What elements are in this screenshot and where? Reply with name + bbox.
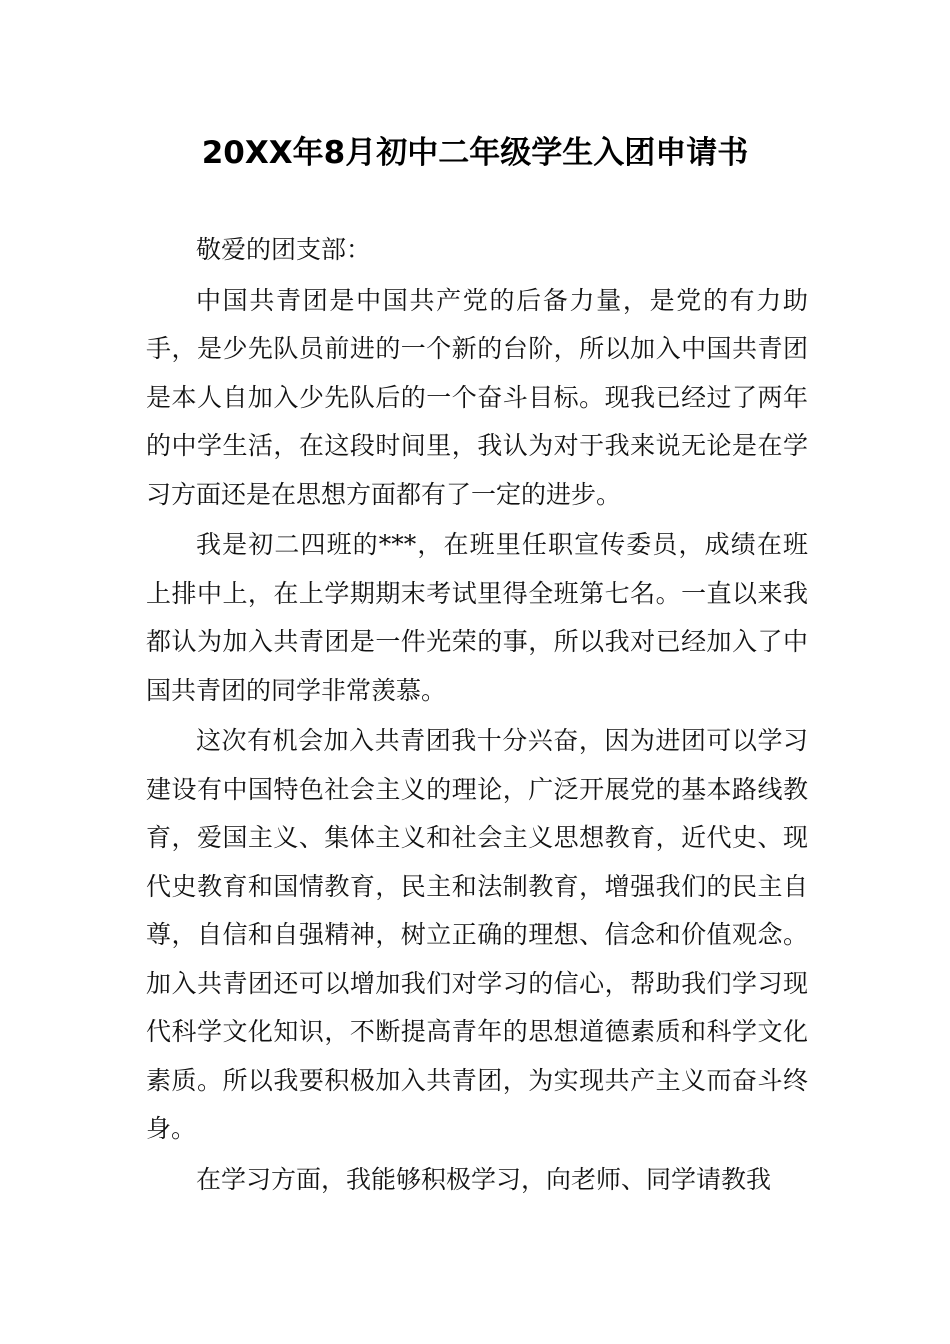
paragraph: 中国共青团是中国共产党的后备力量，是党的有力助手，是少先队员前进的一个新的台阶，所以加入中国共青团是本人自加入少先队后的一个奋斗目标。现我已经过了两年的中学生活，在这段时间里，我认为对于我来说无论是在学习方面还是在思想方面都有了一定的进步。 (146, 285, 808, 509)
paragraph: 我是初二四班的***，在班里任职宣传委员，成绩在班上排中上，在上学期期末考试里得全班第七名。一直以来我都认为加入共青团是一件光荣的事，所以我对已经加入了中国共青团的同学非常羡慕。 (146, 530, 808, 705)
document-title: 20XX年8月初中二年级学生入团申请书 (201, 135, 749, 171)
salutation: 敬爱的团支部： (196, 235, 372, 264)
document-body (146, 226, 808, 1206)
paragraph: 在学习方面，我能够积极学习，向老师、同学请教我 (196, 1164, 772, 1194)
paragraph: 这次有机会加入共青团我十分兴奋，因为进团可以学习建设有中国特色社会主义的理论，广泛开展党的基本路线教育，爱国主义、集体主义和社会主义思想教育，近代史、现代史教育和国情教育，民主和法制教育，增强我们的民主自尊，自信和自强精神，树立正确的理想、信念和价值观念。加入共青团还可以增加我们对学习的信心，帮助我们学习现代科学文化知识，不断提高青年的思想道德素质和科学文化素质。所以我要积极加入共青团，为实现共产主义而奋斗终身。 (146, 726, 808, 1143)
